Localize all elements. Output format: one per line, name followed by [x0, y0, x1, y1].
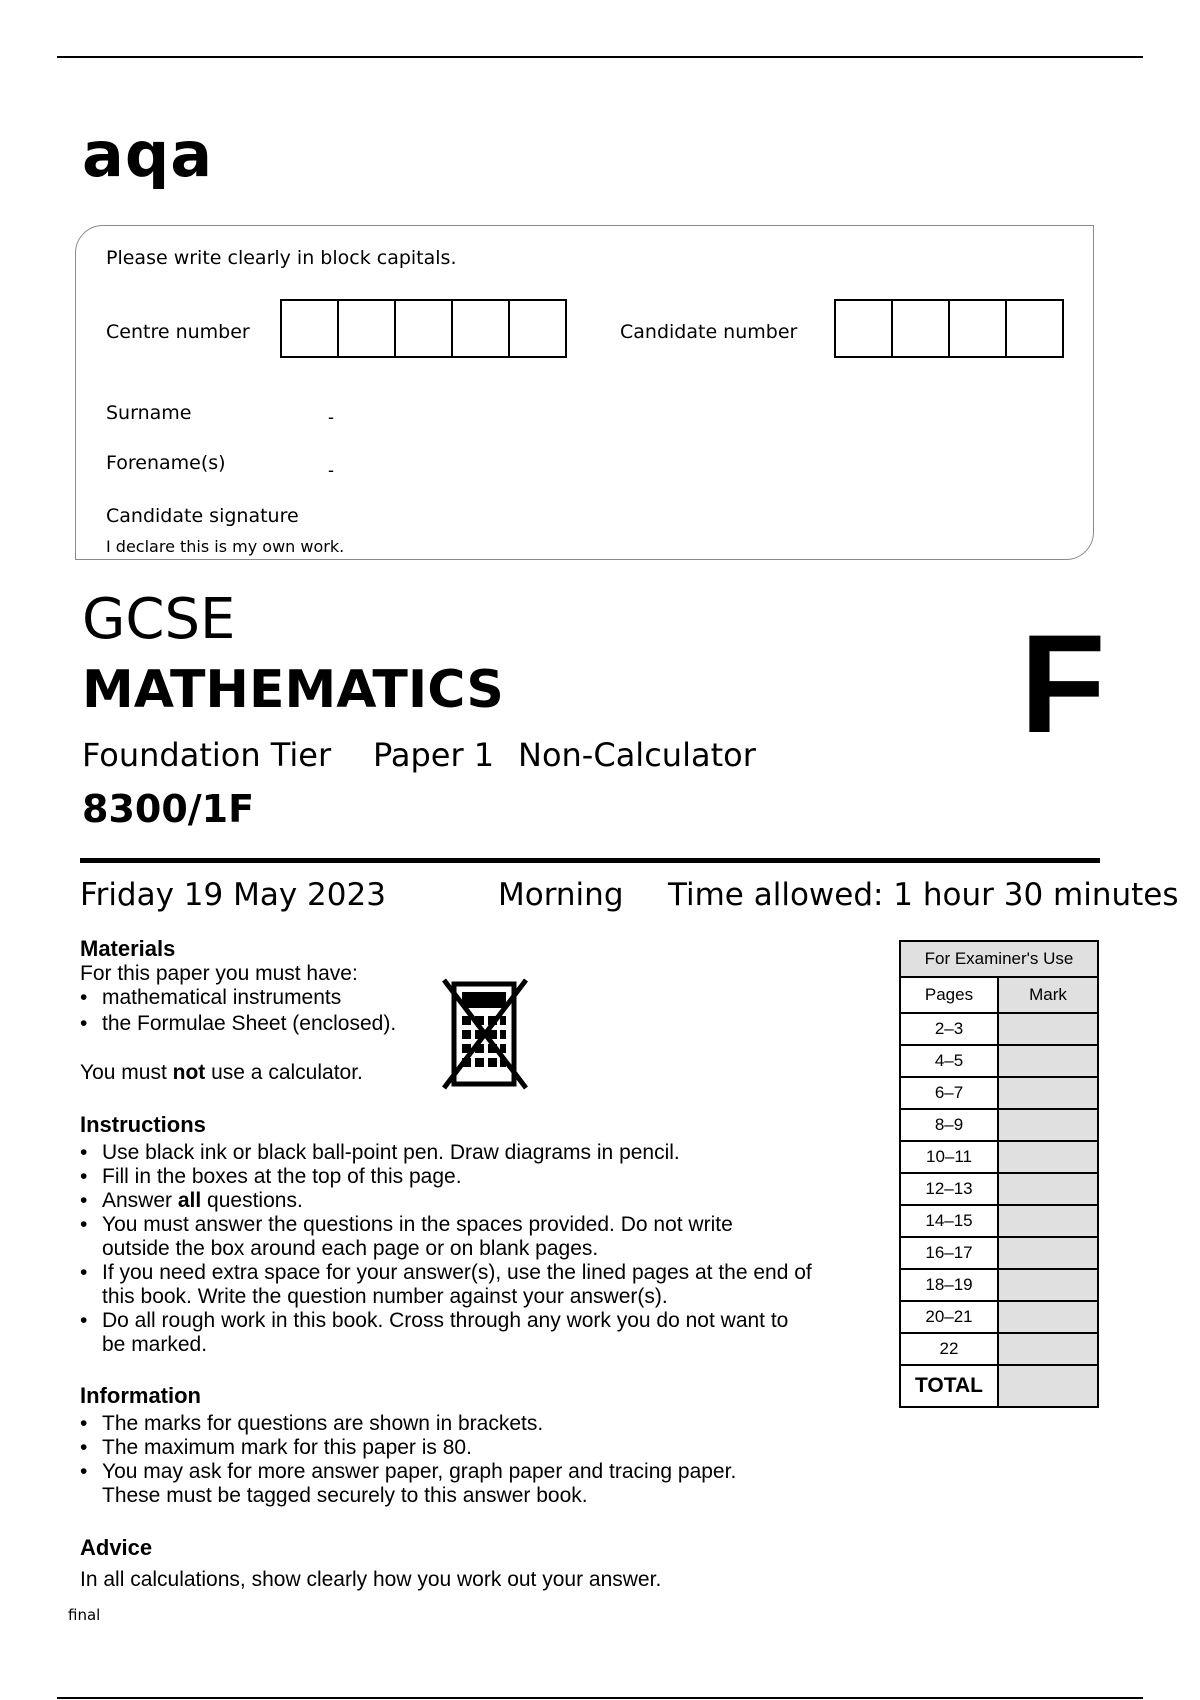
pages-cell: 18–19 — [900, 1269, 998, 1301]
pages-cell: 14–15 — [900, 1205, 998, 1237]
calculator-rule: You must not use a calculator. — [80, 1061, 363, 1084]
list-item: • Answer all questions. — [80, 1189, 870, 1213]
list-item: • mathematical instruments — [80, 986, 396, 1010]
centre-number-label: Centre number — [106, 321, 250, 343]
qualification-title: GCSE — [82, 587, 236, 652]
materials-intro: For this paper you must have: — [80, 962, 358, 985]
centre-number-boxes[interactable] — [280, 299, 567, 358]
mark-cell[interactable] — [998, 1109, 1098, 1141]
examiner-use-table — [899, 940, 1099, 1408]
paper-code: 8300/1F — [82, 787, 255, 831]
pages-cell: 8–9 — [900, 1109, 998, 1141]
list-item: • The marks for questions are shown in brackets. — [80, 1412, 870, 1436]
pages-cell: 4–5 — [900, 1045, 998, 1077]
candidate-number-boxes[interactable] — [834, 299, 1064, 358]
mark-column-header: Mark — [998, 977, 1098, 1013]
centre-digit-box[interactable] — [339, 301, 396, 356]
mark-cell[interactable] — [998, 1333, 1098, 1365]
top-rule — [57, 56, 1143, 58]
candidate-digit-box[interactable] — [836, 301, 893, 356]
pages-cell: 2–3 — [900, 1013, 998, 1045]
instructions-heading: Instructions — [80, 1112, 206, 1137]
declaration-text: I declare this is my own work. — [106, 537, 345, 556]
mark-cell[interactable] — [998, 1205, 1098, 1237]
list-item: • You must answer the questions in the spaces provided. Do not write outside the box around each page or on blank pages. — [80, 1213, 870, 1261]
candidate-box-instruction: Please write clearly in block capitals. — [106, 247, 457, 269]
signature-label: Candidate signature — [106, 505, 299, 527]
pages-cell: 22 — [900, 1333, 998, 1365]
pages-cell: 12–13 — [900, 1173, 998, 1205]
pages-cell: 20–21 — [900, 1301, 998, 1333]
list-item: • The maximum mark for this paper is 80. — [80, 1436, 870, 1460]
total-label: TOTAL — [900, 1365, 998, 1407]
mark-cell[interactable] — [998, 1045, 1098, 1077]
list-item: • Fill in the boxes at the top of this page. — [80, 1165, 870, 1189]
mark-cell[interactable] — [998, 1173, 1098, 1205]
advice-heading: Advice — [80, 1535, 153, 1560]
candidate-digit-box[interactable] — [893, 301, 950, 356]
title-rule — [80, 858, 1100, 863]
mark-cell[interactable] — [998, 1141, 1098, 1173]
examiner-table-title: For Examiner's Use — [900, 941, 1098, 977]
centre-digit-box[interactable] — [282, 301, 339, 356]
bottom-rule — [57, 1697, 1143, 1699]
advice-text: In all calculations, show clearly how you work out your answer. — [80, 1568, 662, 1591]
pages-cell: 6–7 — [900, 1077, 998, 1109]
exam-session: Morning — [498, 877, 624, 913]
exam-date: Friday 19 May 2023 — [80, 877, 386, 913]
list-item: • If you need extra space for your answer(s), use the lined pages at the end of this book. Write the question number against your answer(s). — [80, 1261, 870, 1309]
mark-cell[interactable] — [998, 1237, 1098, 1269]
surname-field[interactable]: - — [328, 407, 334, 427]
pages-column-header: Pages — [900, 977, 998, 1013]
tier-letter: F — [1020, 605, 1106, 762]
information-list — [80, 1412, 870, 1508]
subject-title: MATHEMATICS — [82, 660, 504, 720]
list-item: • Use black ink or black ball-point pen. Draw diagrams in pencil. — [80, 1141, 870, 1165]
no-calculator-icon — [442, 978, 530, 1092]
mark-cell[interactable] — [998, 1269, 1098, 1301]
centre-digit-box[interactable] — [453, 301, 510, 356]
centre-digit-box[interactable] — [396, 301, 453, 356]
list-item: • You may ask for more answer paper, graph paper and tracing paper. These must be tagged securely to this answer book. — [80, 1460, 870, 1508]
footer-label: final — [68, 1606, 101, 1624]
information-heading: Information — [80, 1383, 201, 1408]
mark-cell[interactable] — [998, 1013, 1098, 1045]
mark-cell[interactable] — [998, 1301, 1098, 1333]
candidate-digit-box[interactable] — [1007, 301, 1062, 356]
aqa-logo: aqa — [82, 118, 214, 191]
candidate-digit-box[interactable] — [950, 301, 1007, 356]
candidate-number-label: Candidate number — [620, 321, 798, 343]
list-item: • Do all rough work in this book. Cross through any work you do not want to be marked. — [80, 1309, 870, 1357]
forename-field[interactable]: - — [328, 460, 334, 480]
pages-cell: 10–11 — [900, 1141, 998, 1173]
time-allowed: Time allowed: 1 hour 30 minutes — [668, 877, 1179, 913]
materials-heading: Materials — [80, 936, 176, 961]
list-item: • the Formulae Sheet (enclosed). — [80, 1012, 396, 1036]
mark-cell[interactable] — [998, 1077, 1098, 1109]
tier-label: Foundation Tier — [82, 736, 332, 774]
total-mark-cell[interactable] — [998, 1365, 1098, 1407]
pages-cell: 16–17 — [900, 1237, 998, 1269]
instructions-list — [80, 1141, 870, 1357]
materials-list — [80, 986, 396, 1036]
surname-label: Surname — [106, 402, 192, 424]
mode-label: Non-Calculator — [518, 736, 756, 774]
forename-label: Forename(s) — [106, 452, 226, 474]
centre-digit-box[interactable] — [510, 301, 565, 356]
paper-label: Paper 1 — [373, 736, 495, 774]
